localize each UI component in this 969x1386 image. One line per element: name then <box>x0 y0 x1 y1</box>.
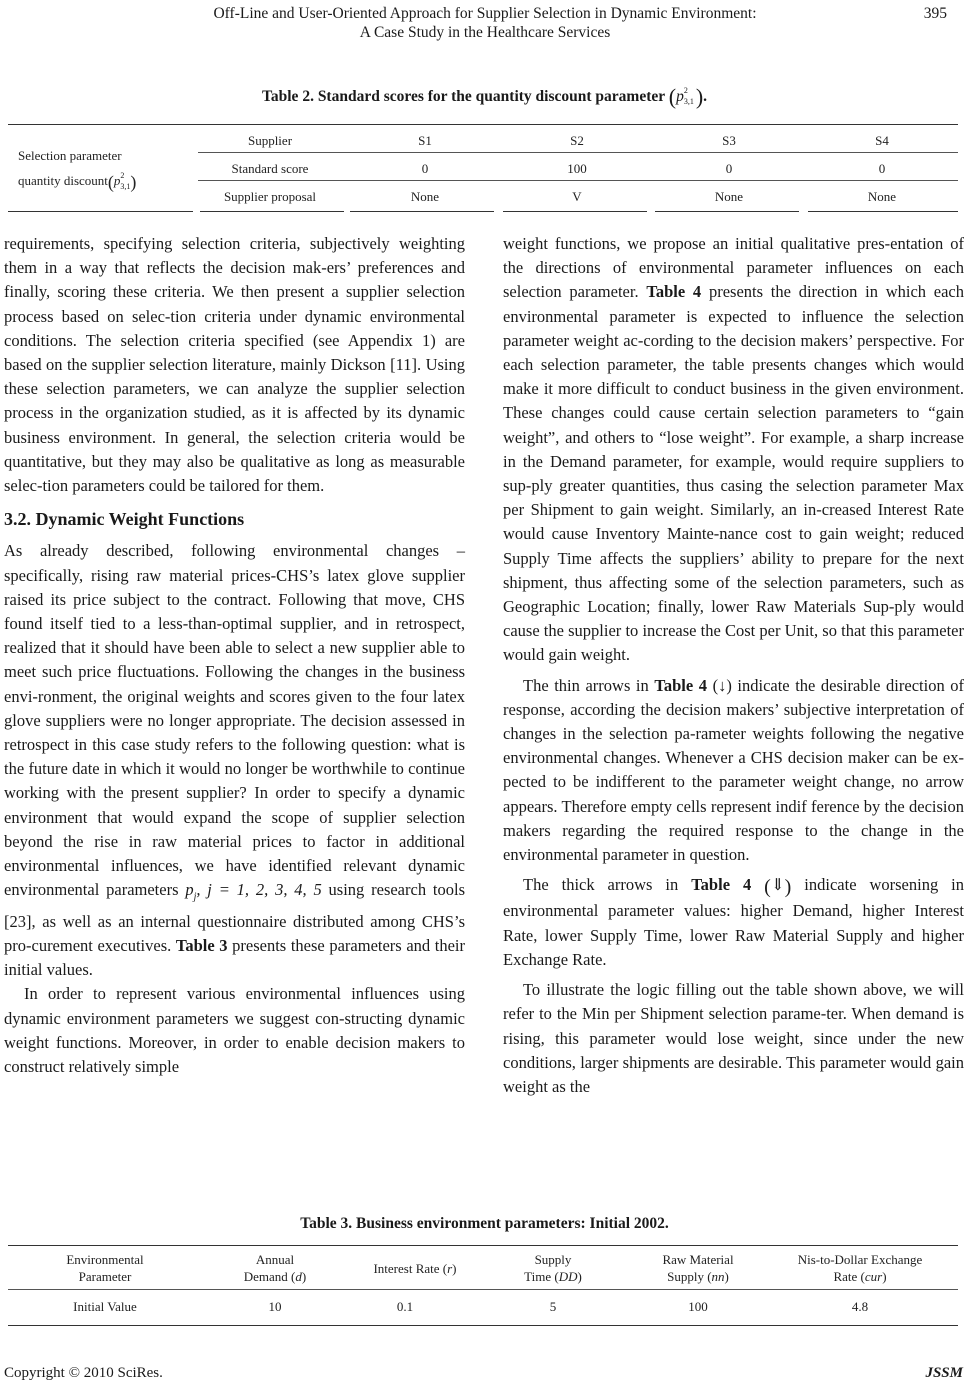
table2-top-rule <box>8 124 958 125</box>
section-heading: 3.2. Dynamic Weight Functions <box>4 509 245 530</box>
table3-caption: Table 3. Business environment parameters: Initial 2002. <box>300 1215 669 1232</box>
copyright-notice: Copyright © 2010 SciRes. <box>4 1365 163 1381</box>
table3-header-rule <box>8 1289 958 1290</box>
table2-cell: 100 <box>567 161 587 176</box>
table3-cell: 4.8 <box>851 1299 869 1314</box>
table2-bottom-rule <box>655 211 799 212</box>
table2-cell: V <box>572 189 582 204</box>
table2-cell: S3 <box>722 133 736 148</box>
table3-header: Interest Rate (r) <box>373 1261 457 1276</box>
left-column <box>4 232 465 1079</box>
table2-bottom-rule <box>808 211 958 212</box>
table2-cell: None <box>410 189 440 204</box>
page-number: 395 <box>923 5 947 22</box>
table2-cell: S4 <box>875 133 889 148</box>
table2-bottom-rule <box>8 211 193 212</box>
table3-cell: 10 <box>268 1299 282 1314</box>
right-paragraph-3: The thick arrows in Table 4 (⇓) indicate worsening in environmental parameter values: higher Demand, higher Interest Rate, lower Supply Time, lower Raw Material Supply and higher Exchange Rate. <box>503 875 964 969</box>
table2-cell: None <box>714 189 744 204</box>
table3-header: Annual Demand (d) <box>243 1252 307 1284</box>
right-paragraph-2: The thin arrows in Table 4 (↓) indicate the desirable direction of response, according the decision makers’ subjective interpretation of changes in the selection pa-rameter weights following the negative environmental changes. Whenever a CHS decision maker can be ex-pected to be indifferent to the parameter weight change, no arrow appears. Therefore empty cells represent indif ference by the decision makers regarding the required response to the change in the environmental parameter in question. <box>503 675 965 865</box>
table2-caption-symbol: (p 2 3,1 ) <box>668 84 704 109</box>
table2-cell: 0 <box>421 161 429 176</box>
table3 <box>0 1242 969 1332</box>
table3-row-label: Initial Value <box>73 1299 137 1314</box>
table2-caption: Table 2. Standard scores for the quantity discount parameter (p 2 3,1 ). <box>261 84 708 109</box>
table2-row-label: Standard score <box>231 161 309 176</box>
env-param-symbol: $p_j$, j = 1, 2, 3, 4, 5 <box>185 880 322 903</box>
thin-arrow-symbol: (↓) <box>712 675 732 695</box>
table2-bottom-rule <box>503 211 647 212</box>
thick-arrow-symbol: (⇓) <box>764 875 792 899</box>
table2-cell: 0 <box>725 161 733 176</box>
table3-cell: 100 <box>688 1299 708 1314</box>
table2-cell: None <box>867 189 897 204</box>
table3-bottom-rule <box>8 1325 958 1326</box>
table3-cell: 5 <box>549 1299 557 1314</box>
table2-cell: S1 <box>418 133 432 148</box>
table2-row-label: Supplier <box>247 133 293 148</box>
table3-header: Supply Time (DD) <box>524 1252 582 1284</box>
table2-row-rule <box>198 152 958 153</box>
table2 <box>0 120 969 220</box>
left-paragraph-3: In order to represent various environmental influences using dynamic environment parameters we suggest con-structing dynamic weight functions. Moreover, in order to enable decision makers to construct relatively simple <box>4 984 465 1076</box>
table2-cell: S2 <box>570 133 584 148</box>
left-paragraph-2: As already described, following environmental changes – specifically, rising raw material prices-CHS’s latex glove supplier raised its price subject to the contract. Following that move, CHS found itself tied to a less-than-optimal supplier, and in retrospect, realized that it should have been able to select a new supplier able to meet such price fluctuations. Following the changes in the business envi-ronment, the original weights and scores given to the four latex glove suppliers were no longer appropriate. The decision assessed in retrospect in this case study refers to the following question: what is the future date in which it would no longer be worthwhile to continue working with the present supplier? In order to specify a dynamic environment that would expand the scope of supplier selection beyond the rise in raw material prices to factor in additional environmental influences, we have identified relevant dynamic environmental parameters $p_j$, j = 1, 2, 3, 4, 5 using research tools [23], as well as an internal questionnaire distributed among CHS’s pro-curement executives. Table 3 presents these parameters and their initial values. <box>4 541 465 980</box>
table2-row-label: Supplier proposal <box>223 189 317 204</box>
table2-bottom-rule <box>350 211 494 212</box>
running-header <box>0 4 969 44</box>
right-paragraph-1: weight functions, we propose an initial qualitative pres-entation of the directions of environmental parameter influences on each selection parameter. Table 4 presents the direction in which each environmental parameter is expected to influence the selection parameter weight ac-cording to the decision makers’ perspective. For each selection parameter, the table presents changes which would make it more difficult to conduct business in the given environment. These changes could cause certain selection parameters to “gain weight”, and others to “lose weight”. For example, a sharp increase in the Demand parameter, for example, would require suppliers to sup-ply greater quantities, thus casing the selection parameter Max per Shipment to gain weight. Similarly, an in-creased Interest Rate would cause Inventory Mainte-nance cost to gain weight; reduced Supply Time affects the suppliers’ ability to prepare for the next shipment, thus affecting some of the selection parameters, such as Geographic Location; finally, lower Raw Materials Sup-ply would cause the supplier to increase the Cost per Unit, so that this parameter would gain weight. <box>503 234 965 665</box>
right-paragraph-4: To illustrate the logic filling out the table shown above, we will refer to the Min per Shipment selection parame-ter. When demand is rising, this parameter would lose weight, since under the new conditions, larger shipments are desirable. This parameter would gain weight as the <box>503 980 964 1096</box>
table2-bottom-rule <box>200 211 344 212</box>
table2-row-rule <box>198 180 958 181</box>
header-title-line2: A Case Study in the Healthcare Services <box>359 24 611 41</box>
header-title-line1: Off-Line and User-Oriented Approach for Supplier Selection in Dynamic Environment: <box>213 5 757 22</box>
table2-cell: 0 <box>878 161 886 176</box>
table2-row-header-line2: quantity discount(p 2 3,1 ) <box>18 171 137 192</box>
table2-caption-text: Table 2. Standard scores for the quantity discount parameter <box>261 88 665 105</box>
table3-header: Nis-to-Dollar Exchange Rate (cur) <box>797 1252 923 1284</box>
right-column <box>503 232 964 1099</box>
journal-name: JSSM <box>925 1365 963 1381</box>
table2-row-header-line1: Selection parameter <box>18 148 122 163</box>
table3-top-rule <box>8 1245 958 1246</box>
table3-cell: 0.1 <box>396 1299 414 1314</box>
left-paragraph-1: requirements, specifying selection criteria, subjectively weighting them in a way that reflects the decision mak-ers’ preferences and finally, scoring these criteria. We then present a supplier selection process based on selec-tion criteria under dynamic environmental conditions. The selection criteria specified (see Appendix 1) are based on the supplier selection literature, mainly Dickson [11]. Using these selection parameters, we can analyze the supplier selection process in the organization studied, as it is affected by its dynamic business environment. In general, the selection criteria would be quantitative, but they may also be qualitative as long as measurable selec-tion parameters could be tailored for them. <box>4 234 465 496</box>
table3-header: Environmental Parameter <box>66 1252 144 1284</box>
table3-header: Raw Material Supply (nn) <box>662 1252 734 1284</box>
